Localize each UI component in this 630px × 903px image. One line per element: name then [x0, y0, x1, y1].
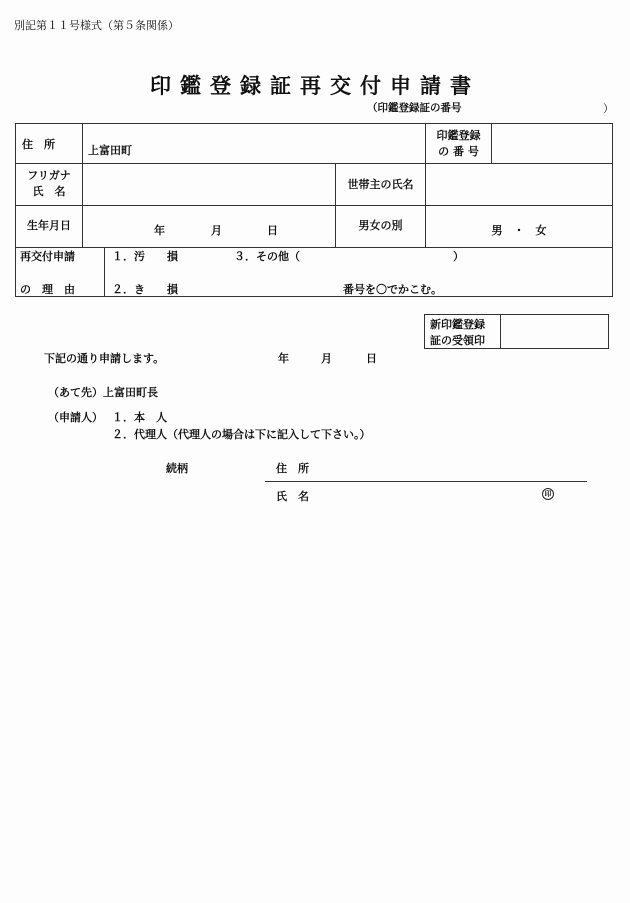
relation-label: 続柄 — [166, 462, 188, 475]
householder-field[interactable] — [426, 164, 612, 205]
reason-option-soiled[interactable]: １．汚 損 — [112, 250, 178, 263]
page-title: 印鑑登録証再交付申請書 — [150, 74, 480, 98]
signature-divider — [265, 481, 587, 482]
reason-option-damaged[interactable]: ２．き 損 — [112, 283, 178, 296]
col-divider — [104, 247, 105, 296]
agent-address-label: 住 所 — [276, 462, 309, 475]
seal-number-field[interactable] — [492, 124, 612, 163]
birth-day: 日 — [267, 224, 278, 237]
application-statement: 下記の通り申請します。 — [44, 352, 165, 365]
receipt-label-line1: 新印鑑登録 — [430, 318, 485, 331]
birth-year: 年 — [154, 224, 165, 237]
addressee: （あて先）上富田町長 — [48, 386, 158, 399]
applicant-label: （申請人） — [48, 411, 103, 424]
reason-other-close: ） — [453, 250, 464, 263]
agent-name-label: 氏 名 — [276, 490, 309, 503]
seal-card-number-note: （印鑑登録証の番号 — [367, 102, 462, 114]
birthdate-label: 生年月日 — [27, 219, 71, 232]
row-divider — [16, 205, 612, 206]
application-month: 月 — [321, 352, 332, 365]
address-label: 住 所 — [22, 138, 55, 151]
circle-instruction: 番号を〇でかこむ。 — [343, 283, 442, 296]
receipt-stamp-box — [424, 314, 609, 349]
furigana-label: フリガナ — [27, 169, 71, 182]
gender-label: 男女の別 — [358, 219, 403, 232]
gender-choice[interactable]: 男 ・ 女 — [491, 224, 547, 237]
seal-card-number-close: ） — [603, 102, 614, 115]
householder-label: 世帯主の氏名 — [347, 178, 414, 191]
application-day: 日 — [366, 352, 377, 365]
reissue-reason-label-line1: 再交付申請 — [20, 250, 75, 263]
address-field[interactable]: 上富田町 — [88, 144, 132, 157]
reissue-reason-label-line2: の 理 由 — [20, 283, 75, 296]
col-divider — [335, 163, 336, 247]
application-form-table — [15, 123, 613, 297]
receipt-stamp-field[interactable] — [501, 315, 608, 348]
reason-option-other[interactable]: ３．その他（ — [234, 250, 300, 263]
applicant-option-agent[interactable]: ２．代理人（代理人の場合は下に記入して下さい。） — [112, 428, 371, 441]
applicant-option-self[interactable]: １．本 人 — [112, 411, 167, 424]
name-field[interactable] — [83, 164, 335, 205]
receipt-label-line2: 証の受領印 — [430, 334, 485, 347]
seal-number-label-line1: 印鑑登録 — [436, 129, 481, 142]
name-label: 氏 名 — [32, 185, 66, 198]
application-year: 年 — [278, 352, 289, 365]
row-divider — [16, 247, 612, 248]
seal-number-label-line2: の 番 号 — [438, 145, 479, 158]
seal-mark-icon: 印 — [542, 488, 554, 500]
form-number: 別記第１１号様式（第５条関係） — [14, 19, 179, 32]
birth-month: 月 — [211, 224, 222, 237]
